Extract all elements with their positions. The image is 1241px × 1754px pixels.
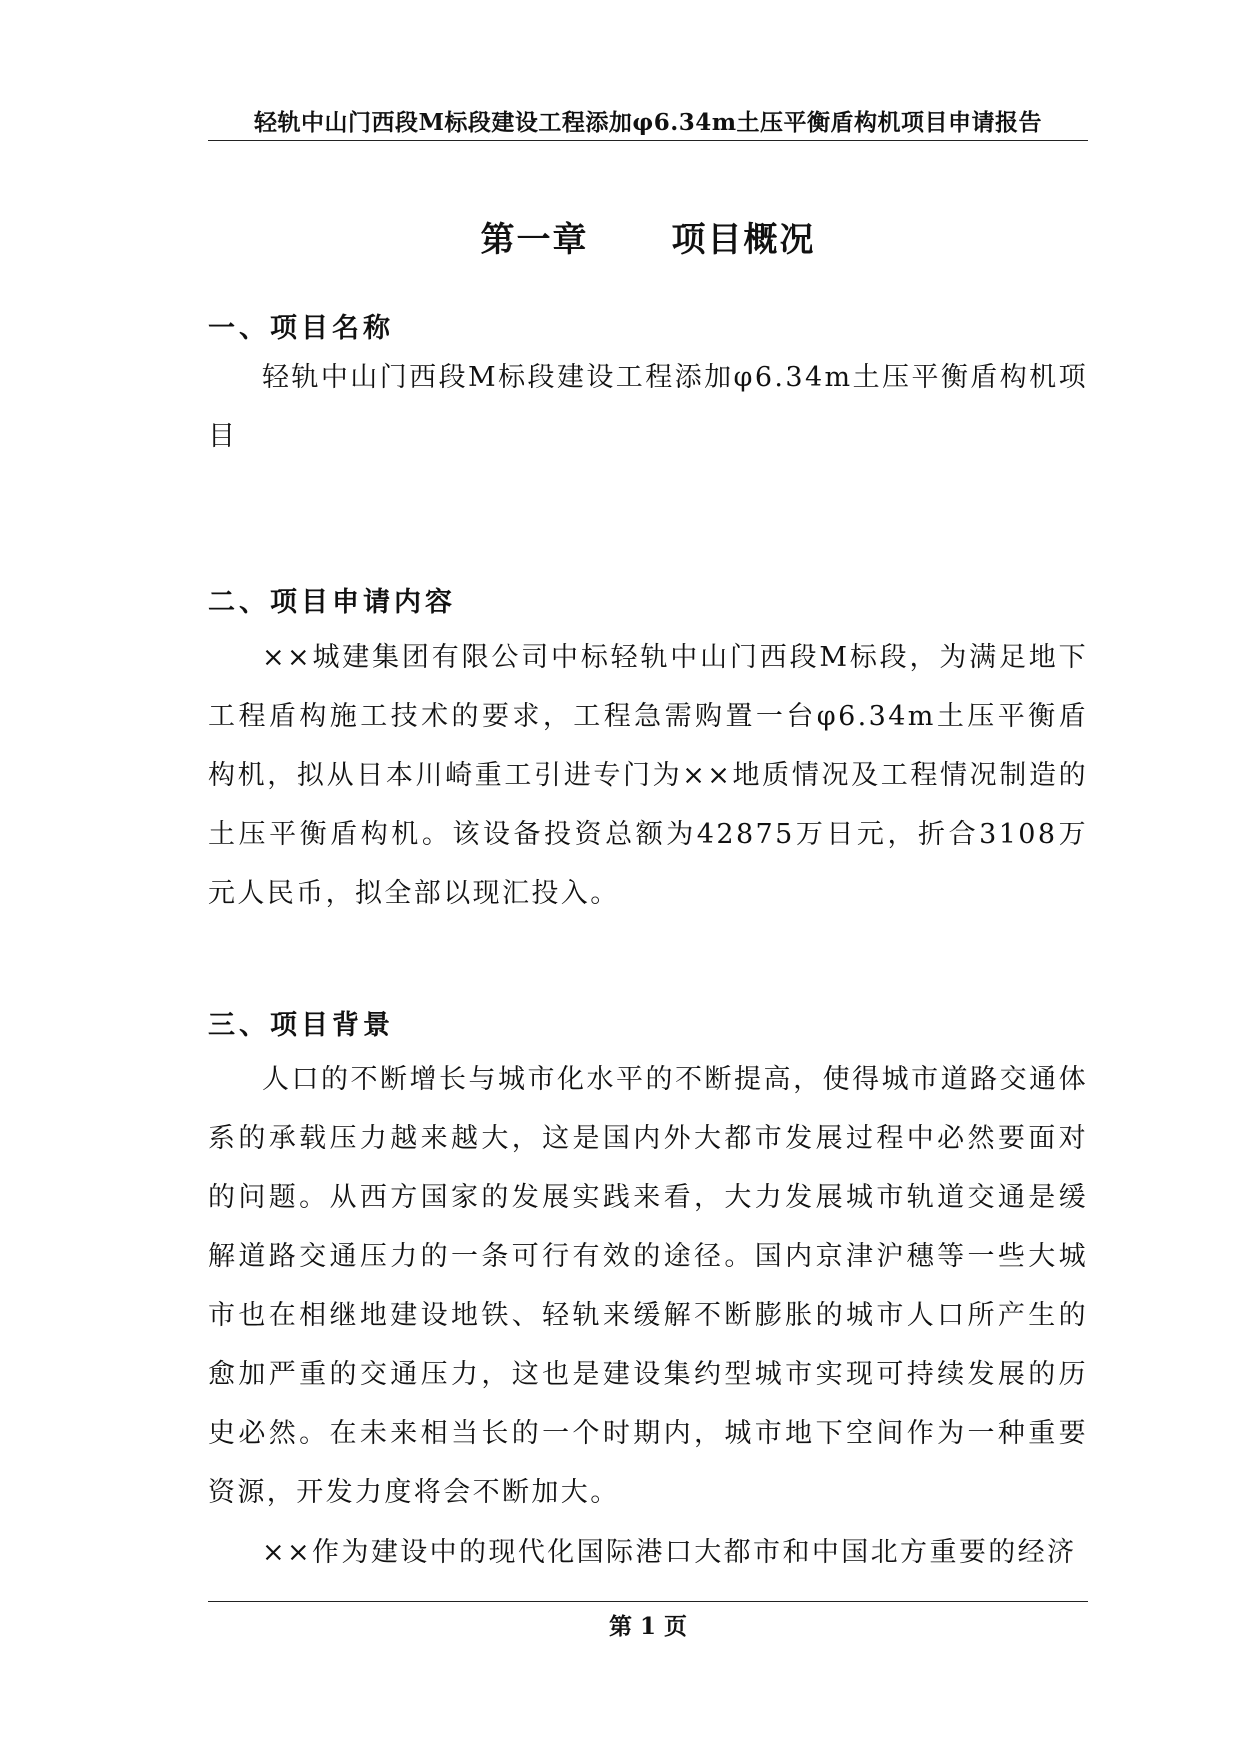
section-heading-project-name: 一、项目名称	[208, 313, 394, 344]
section-heading-application-content: 二、项目申请内容	[208, 587, 456, 618]
footer-divider	[208, 1601, 1088, 1602]
section-heading-background: 三、项目背景	[208, 1010, 394, 1041]
application-content-paragraph: ××城建集团有限公司中标轻轨中山门西段M标段，为满足地下工程盾构施工技术的要求，工程急需购置一台φ6.34m土压平衡盾构机，拟从日本川崎重工引进专门为××地质情况及工程情况制造的土压平衡盾构机。该设备投资总额为42875万日元，折合3108万元人民币，拟全部以现汇投入。	[208, 642, 1088, 909]
header-divider	[208, 140, 1088, 141]
project-name-paragraph: 轻轨中山门西段M标段建设工程添加φ6.34m土压平衡盾构机项目	[208, 362, 1088, 452]
page-header-title: 轻轨中山门西段M标段建设工程添加φ6.34m土压平衡盾构机项目申请报告	[253, 109, 1043, 136]
background-paragraph-1: 人口的不断增长与城市化水平的不断提高，使得城市道路交通体系的承载压力越来越大，这是国内外大都市发展过程中必然要面对的问题。从西方国家的发展实践来看，大力发展城市轨道交通是缓解道路交通压力的一条可行有效的途径。国内京津沪穗等一些大城市也在相继地建设地铁、轻轨来缓解不断膨胀的城市人口所产生的愈加严重的交通压力，这也是建设集约型城市实现可持续发展的历史必然。在未来相当长的一个时期内，城市地下空间作为一种重要资源，开发力度将会不断加大。	[208, 1064, 1088, 1508]
background-paragraph-2: ××作为建设中的现代化国际港口大都市和中国北方重要的经济	[262, 1537, 1077, 1568]
chapter-title: 第一章 项目概况	[480, 220, 816, 260]
page-number: 第 1 页	[608, 1613, 688, 1640]
